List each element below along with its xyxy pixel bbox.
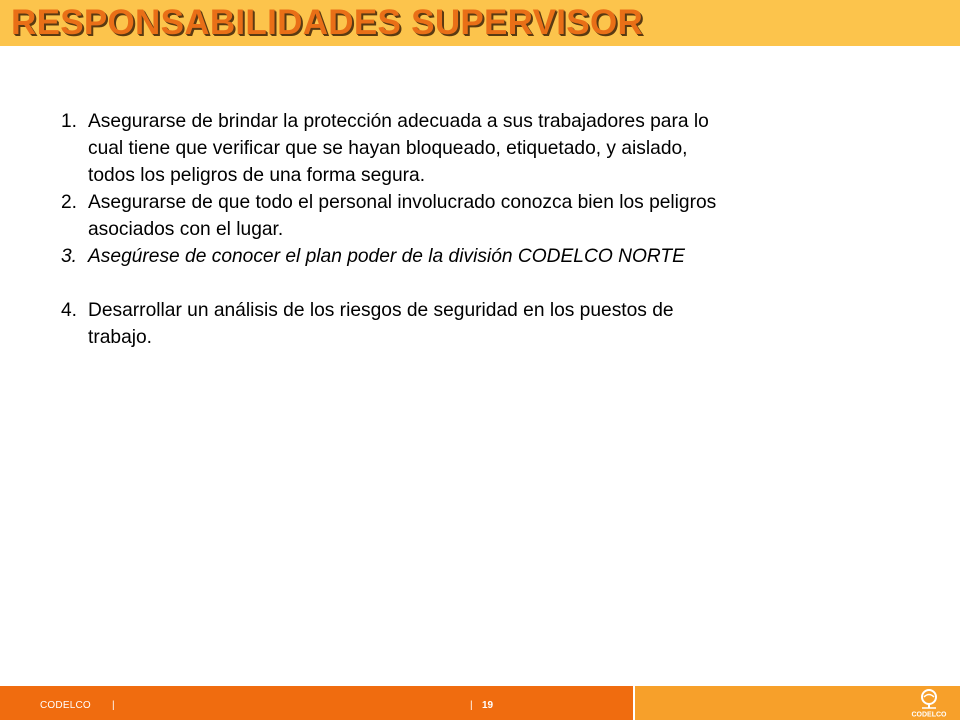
item-line: cual tiene que verificar que se hayan bloqueado, etiquetado, y aislado, bbox=[88, 138, 688, 159]
item-line: asociados con el lugar. bbox=[88, 219, 284, 240]
page-number: 19 bbox=[482, 700, 494, 711]
footer-brand: CODELCO bbox=[40, 700, 91, 711]
item-number: 1. bbox=[61, 111, 78, 132]
footer-divider bbox=[633, 686, 635, 720]
footer-separator: | bbox=[112, 700, 115, 711]
slide-title: RESPONSABILIDADES SUPERVISOR bbox=[11, 3, 644, 42]
item-line: todos los peligros de una forma segura. bbox=[88, 165, 426, 186]
list-item bbox=[52, 297, 892, 351]
item-line: Asegurarse de brindar la protección adecuada a sus trabajadores para lo bbox=[88, 111, 709, 132]
codelco-logo-icon bbox=[903, 688, 955, 718]
list-item bbox=[52, 108, 892, 189]
svg-text:CODELCO: CODELCO bbox=[911, 711, 947, 718]
item-number: 4. bbox=[61, 300, 78, 321]
footer-separator: | bbox=[470, 700, 473, 711]
responsibilities-list bbox=[52, 108, 892, 351]
item-line: trabajo. bbox=[88, 327, 152, 348]
list-item bbox=[52, 189, 892, 243]
item-number: 3. bbox=[61, 246, 78, 267]
list-item bbox=[52, 243, 892, 270]
item-line: Asegúrese de conocer el plan poder de la división CODELCO NORTE bbox=[88, 246, 685, 267]
item-number: 2. bbox=[61, 192, 78, 213]
list-spacer bbox=[52, 270, 892, 297]
item-line: Asegurarse de que todo el personal involucrado conozca bien los peligros bbox=[88, 192, 717, 213]
item-line: Desarrollar un análisis de los riesgos de seguridad en los puestos de bbox=[88, 300, 674, 321]
